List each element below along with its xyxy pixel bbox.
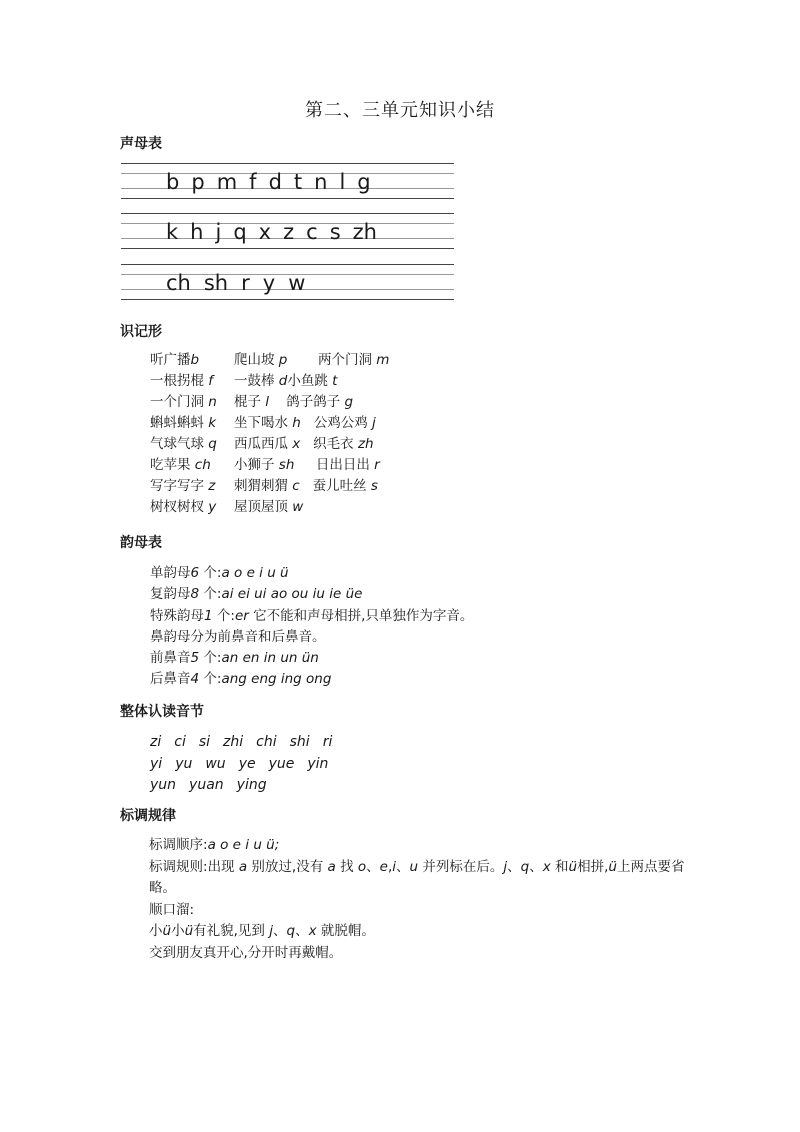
rhyme-line-1: 小ü小ü有礼貌,见到 j、q、x 就脱帽。 xyxy=(149,923,375,939)
initial: c xyxy=(306,220,318,244)
whole-syllables-heading: 整体认读音节 xyxy=(120,704,204,720)
initial: d xyxy=(268,170,282,194)
initial: x xyxy=(258,220,272,244)
syllable-row: yi yu wu ye yue yin xyxy=(150,755,329,772)
initial: p xyxy=(191,170,205,194)
mnemonic-list xyxy=(150,350,418,517)
mnemonic-item: 坐下喝水 h 公鸡公鸡 j xyxy=(234,415,376,431)
mnemonic-item: 气球气球 q xyxy=(150,436,217,452)
initial: t xyxy=(293,170,303,194)
mnemonic-item: 一根拐棍 f xyxy=(150,373,214,389)
finals-heading: 韵母表 xyxy=(120,535,162,551)
mnemonic-item: 刺猬刺猬 c 蚕儿吐丝 s xyxy=(234,478,378,494)
initial: y xyxy=(262,271,276,295)
tone-rules-heading: 标调规律 xyxy=(120,808,176,824)
mnemonic-item: 吃苹果 ch xyxy=(150,457,211,473)
mnemonic-item: 树杈树杈 y xyxy=(150,499,217,515)
mnemonic-item: 棍子 l 鸽子鸽子 g xyxy=(234,394,354,410)
initial: s xyxy=(329,220,341,244)
initials-heading: 声母表 xyxy=(120,136,162,152)
mnemonic-item: 两个门洞 m xyxy=(318,352,390,368)
finals-line: 前鼻音5 个:an en in un ün xyxy=(150,650,319,667)
mnemonic-item: 一鼓棒 d小鱼跳 t xyxy=(234,373,338,389)
initial: q xyxy=(233,220,247,244)
shape-heading: 识记形 xyxy=(120,324,162,340)
initials-letters xyxy=(166,170,383,194)
initials-grid-row-1 xyxy=(121,163,454,198)
initial: zh xyxy=(352,220,377,244)
initial: k xyxy=(166,220,179,244)
mnemonic-item: 一个门洞 n xyxy=(150,394,217,410)
whole-syllables-list xyxy=(150,732,345,797)
initial: w xyxy=(288,271,306,295)
initial: z xyxy=(283,220,295,244)
initial: b xyxy=(166,170,180,194)
mnemonic-item: 屋顶屋顶 w xyxy=(234,499,304,515)
mnemonic-item: 听广播b xyxy=(150,352,200,368)
page-title: 第二、三单元知识小结 xyxy=(305,100,495,121)
initial: ch xyxy=(166,271,191,295)
mnemonic-item: 爬山坡 p xyxy=(234,352,288,368)
mnemonic-item: 小狮子 sh 日出日出 r xyxy=(234,457,380,473)
initial: l xyxy=(339,170,346,194)
syllable-row: zi ci si zhi chi shi ri xyxy=(150,734,333,750)
initial: j xyxy=(215,220,222,244)
rhyme-label: 顺口溜: xyxy=(149,901,195,918)
finals-line: 鼻韵母分为前鼻音和后鼻音。 xyxy=(150,628,326,645)
finals-line: 特殊韵母1 个:er 它不能和声母相拼,只单独作为字音。 xyxy=(150,607,474,624)
mnemonic-item: 西瓜西瓜 x 织毛衣 zh xyxy=(234,436,374,452)
mnemonic-item: 蝌蚪蝌蚪 k xyxy=(150,415,217,431)
initial: f xyxy=(249,170,257,194)
finals-line: 后鼻音4 个:ang eng ing ong xyxy=(150,671,332,688)
initials-grid-row-2 xyxy=(121,213,454,248)
tone-rules xyxy=(120,835,690,964)
initials-letters xyxy=(166,271,318,295)
tone-order: 标调顺序:a o e i u ü; xyxy=(149,837,280,853)
tone-rule: 标调规则:出现 a 别放过,没有 a 找 o、e,i、u 并列标在后。j、q、x 和ü相拼,ü上两点要省略。 xyxy=(149,858,685,896)
mnemonic-item: 写字写字 z xyxy=(150,478,216,494)
initial: g xyxy=(357,170,371,194)
initial: h xyxy=(190,220,204,244)
initials-letters xyxy=(166,220,389,244)
rhyme-line-2: 交到朋友真开心,分开时再戴帽。 xyxy=(149,944,343,961)
initial: r xyxy=(241,271,250,295)
initial: n xyxy=(314,170,328,194)
finals-list xyxy=(150,563,473,691)
finals-line: 单韵母6 个:a o e i u ü xyxy=(150,565,289,581)
finals-line: 复韵母8 个:ai ei ui ao ou iu ie üe xyxy=(150,586,363,603)
syllable-row: yun yuan ying xyxy=(150,777,267,793)
initials-grid-row-3 xyxy=(121,264,454,299)
initial: sh xyxy=(203,271,229,295)
initial: m xyxy=(216,170,238,194)
